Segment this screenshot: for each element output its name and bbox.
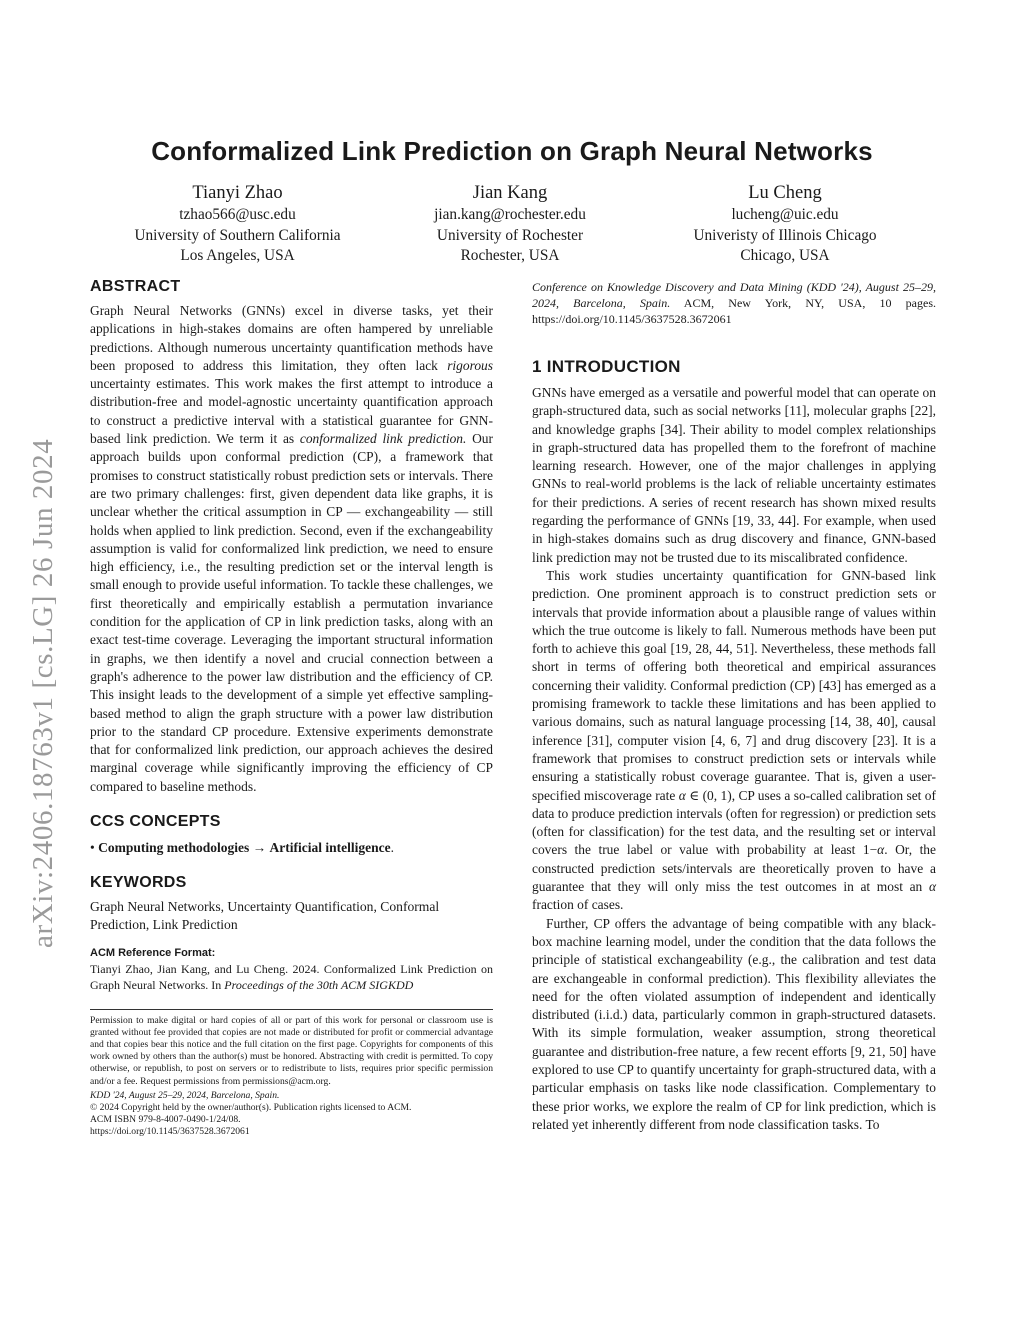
isbn-line: ACM ISBN 979-8-4007-0490-1/24/08. <box>90 1114 241 1126</box>
author-block <box>90 181 935 267</box>
arrow-icon: → <box>252 840 267 856</box>
ccs-bullet: • <box>90 840 95 856</box>
intro-text: . Or, the constructed prediction sets/intervals are theoretically proven to have a guarantee that they will only miss the test outcomes in at most an <box>532 842 936 895</box>
abstract-emphasis: rigorous <box>447 357 493 373</box>
ccs-heading: CCS CONCEPTS <box>90 813 221 831</box>
author-name: Jian Kang <box>472 183 548 203</box>
acm-reference-part: Tianyi Zhao, Jian Kang, and Lu Cheng. 2024. Conformalized Link Prediction on Graph Neural Networks. In <box>90 961 493 992</box>
permission-text: Permission to make digital or hard copies of all or part of this work for personal or classroom use is granted without fee provided that copies are not made or distributed for profit or commercial advantage and that copies bear this notice and the full citation on the first page. Copyrights for components of this work owned by others than the author(s) must be honored. Abstracting with credit is permitted. To copy otherwise, or republish, to post on servers or to redistribute to lists, requires prior specific permission and/or a fee. Request permissions from permissions@acm.org. <box>90 1014 493 1087</box>
author-name: Tianyi Zhao <box>192 183 283 203</box>
acm-reference-text <box>90 961 493 993</box>
footnote-divider <box>90 1009 493 1010</box>
intro-paragraph-1: GNNs have emerged as a versatile and powerful model that can operate on graph-structured data, such as social networks [11], molecular graphs [22], and knowledge graphs [34]. Their ability to model complex relationships in graph-structured data has propelled them to the forefront of machine learning research. However, one of the major challenges in applying GNNs to real-world problems is the lack of reliable uncertainty estimates for their predictions. A series of recent research has shown mixed results regarding the performance of GNNs [19, 33, 44]. For example, when used in high-stakes domains such as drug discovery and finance, GNN-based link prediction may not be trusted due to its miscalibrated confidence. <box>532 385 936 565</box>
acm-reference-tail: ACM, New York, NY, USA, 10 pages. https://doi.org/10.1145/3637528.3672061 <box>532 296 937 326</box>
introduction-heading: 1 INTRODUCTION <box>532 357 681 376</box>
abstract-text <box>90 302 493 796</box>
intro-text: ∈ (0, 1), CP uses a so-called calibration set of data to produce prediction intervals (often for regression) or prediction sets (often for classification) for the test data, and the resulting set or interval covers the true label or value with probability at least 1− <box>532 787 936 858</box>
author-name: Lu Cheng <box>748 183 822 203</box>
ccs-period: . <box>390 840 394 856</box>
acm-reference-venue-end: Conference on Knowledge Discovery and Data Mining (KDD '24), August 25–29, 2024, Barcelona, Spain. <box>532 280 936 310</box>
paper-title: Conformalized Link Prediction on Graph Neural Networks <box>151 136 873 166</box>
permission-notice <box>90 1015 493 1139</box>
author-1 <box>90 181 385 267</box>
abstract-heading: ABSTRACT <box>90 278 181 295</box>
author-location: Los Angeles, USA <box>180 247 295 264</box>
author-email: tzhao566@usc.edu <box>179 206 296 223</box>
intro-text: fraction of cases. <box>532 897 624 913</box>
right-column <box>532 279 936 1134</box>
doi-line: https://doi.org/10.1145/3637528.3672061 <box>90 1126 250 1138</box>
intro-paragraph-2 <box>532 567 936 915</box>
author-email: lucheng@uic.edu <box>731 206 839 223</box>
author-location: Rochester, USA <box>460 247 560 264</box>
author-email: jian.kang@rochester.edu <box>434 206 586 223</box>
abstract-part: Graph Neural Networks (GNNs) excel in diverse tasks, yet their applications in high-stakes domains are often hampered by unreliable predictions. Although numerous uncertainty quantification methods have been proposed to address this limitation, they often lack <box>90 303 493 373</box>
author-3 <box>635 181 935 267</box>
author-affiliation: Univeristy of Illinois Chicago <box>693 226 877 244</box>
acm-reference-continued <box>532 279 936 327</box>
intro-paragraph-3: Further, CP offers the advantage of being compatible with any black-box machine learning model, under the condition that the data follows the principle of statistical exchangeability (e.g., the calibration and test data are exchangeable in conformal prediction). This flexibility alleviates the need for the often violated assumption of independent and identically distributed (i.i.d.) data, particularly common in graph-structured datasets. With its simple formulation, weaker assumption, strong theoretical guarantee and distribution-free nature, a few recent efforts [9, 21, 50] have explored to use CP to quantify uncertainty for graph-structured data, with a particular emphasis on tasks like node classification. Complementary to these prior works, we explore the realm of CP for link prediction, which is related yet inherently different from node classification tasks. To <box>532 915 937 1132</box>
intro-text: This work studies uncertainty quantification for GNN-based link prediction. One prominent approach is to construct prediction sets or intervals that provide information about a plausible range of values within which the true outcome is likely to fall. Numerous methods have been put forth to achieve this goal [19, 28, 44, 51]. Nevertheless, these methods fall short in terms of offering both theoretical and empirical assurances concerning their validity. Conformal prediction (CP) [43] has emerged as a promising framework to tackle these limitations and has been applied to various domains, such as natural language processing [14, 38, 40], causal inference [31], computer vision [4, 6, 7] and drug discovery [23]. It is a framework that promises to construct prediction sets or intervals while ensuring a statistically robust coverage guarantee. That is, given a user-specified miscoverage rate <box>532 567 936 803</box>
abstract-part: Our approach builds upon conformal prediction (CP), a framework that promises to construct statistically robust prediction sets or intervals. There are two primary challenges: first, given dependent data like graphs, it is unclear whether the critical assumption in CP — exchangeability — still holds when applied to link prediction. Second, even if the exchangeability assumption is valid for conformalized link prediction, we need to ensure high efficiency, i.e., the resulting prediction set or the interval length is small enough to provide useful information. To tackle these challenges, we first theoretically and empirically establish a permutation invariance condition for the application of CP in link prediction tasks, along with an exact test-time coverage. Leveraging the important structural information in graphs, we then identify a novel and crucial connection between a graph's adherence to the power law distribution and the efficiency of CP. This insight leads to the development of a simple yet effective sampling-based method to align the graph structure with a power law distribution prior to the standard CP procedure. Extensive experiments demonstrate that for conformalized link prediction, our approach achieves the desired marginal coverage while significantly improving the efficiency of CP compared to baseline methods. <box>90 431 493 794</box>
author-2 <box>385 181 635 267</box>
abstract-emphasis: conformalized link prediction. <box>299 431 467 447</box>
copyright-line: © 2024 Copyright held by the owner/author(s). Publication rights licensed to ACM. <box>90 1102 412 1114</box>
author-affiliation: University of Rochester <box>436 226 584 244</box>
author-affiliation: University of Southern California <box>134 226 341 244</box>
keywords-heading: KEYWORDS <box>90 874 187 892</box>
alpha-symbol: α <box>678 787 686 803</box>
alpha-symbol: α <box>877 842 885 858</box>
acm-reference-venue-start: Proceedings of the 30th ACM SIGKDD <box>224 977 414 992</box>
acm-reference-label: ACM Reference Format: <box>90 946 216 959</box>
ccs-subconcept: Artificial intelligence <box>269 840 391 856</box>
alpha-symbol: α <box>928 879 936 895</box>
ccs-concepts <box>90 839 493 857</box>
author-location: Chicago, USA <box>740 247 830 264</box>
conference-line: KDD '24, August 25–29, 2024, Barcelona, Spain. <box>90 1089 280 1101</box>
left-column <box>90 278 493 1139</box>
arxiv-stamp: arXiv:2406.18763v1 [cs.LG] 26 Jun 2024 <box>27 438 59 948</box>
abstract-part: uncertainty estimates. This work makes the first attempt to introduce a distribution-free and model-agnostic uncertainty quantification approach to construct a predictive interval with a statistical guarantee for GNN-based link prediction. We term it as <box>90 376 493 447</box>
keywords-text: Graph Neural Networks, Uncertainty Quantification, Conformal Prediction, Link Prediction <box>90 899 440 933</box>
ccs-concept: Computing methodologies <box>98 840 250 856</box>
